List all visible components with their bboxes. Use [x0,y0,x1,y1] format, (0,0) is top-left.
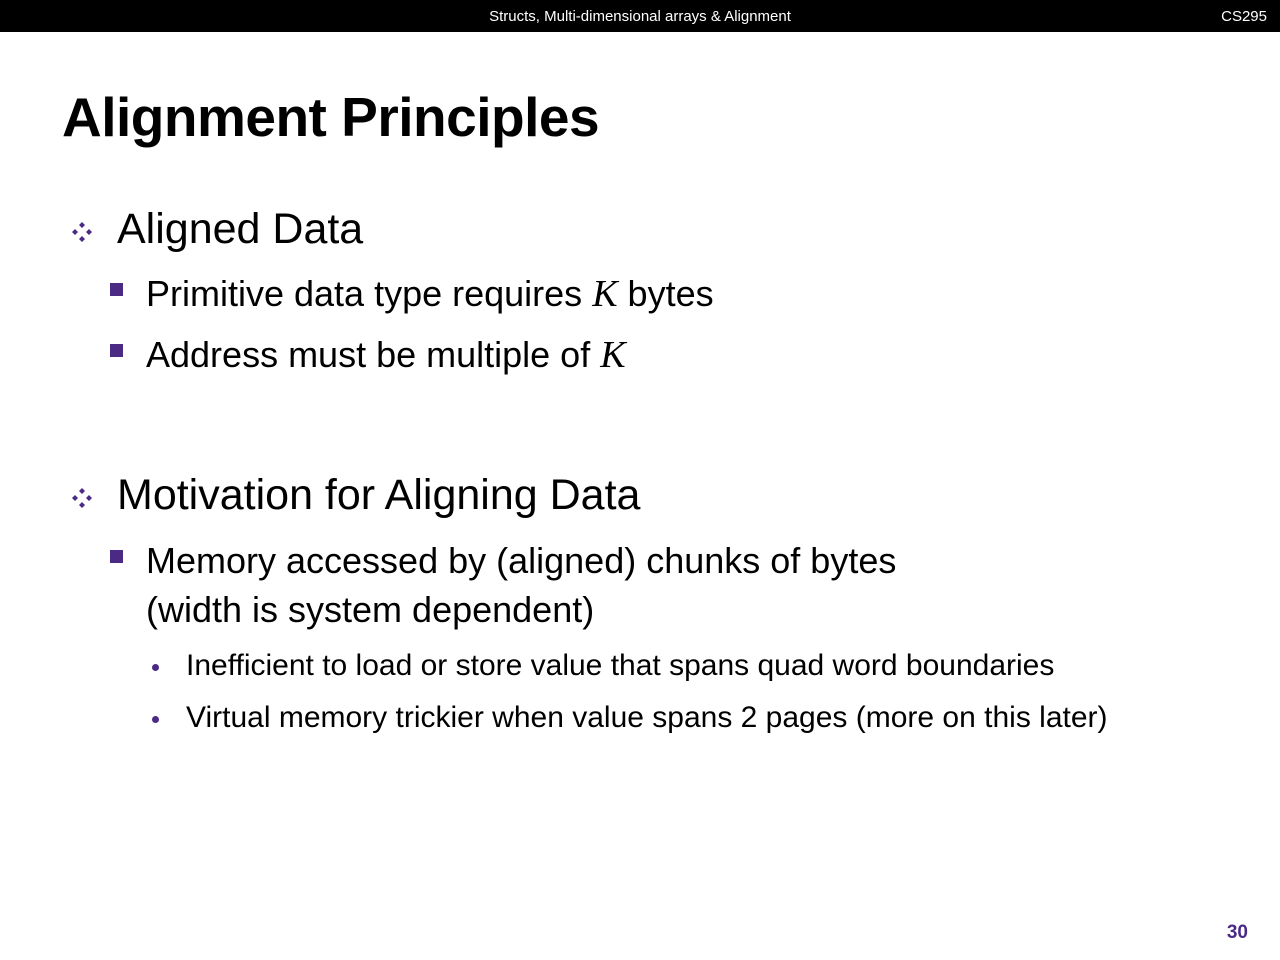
square-bullet-icon [110,283,123,296]
list-item-text: Memory accessed by (aligned) chunks of bytes [146,540,897,581]
section-heading: Motivation for Aligning Data [117,471,641,519]
dot-bullet-icon [152,664,159,671]
list-item-text: (width is system dependent) [146,589,595,630]
square-bullet-icon [110,550,123,563]
course-code: CS295 [1221,8,1267,25]
deck-title: Structs, Multi-dimensional arrays & Alignment [489,8,791,25]
slide-header-bar [0,0,1280,32]
list-item-text: Address must be multiple of K [146,334,626,376]
dot-bullet-icon [152,716,159,723]
slide-title: Alignment Principles [62,86,600,148]
section-heading: Aligned Data [117,205,364,253]
page-number: 30 [1226,922,1248,943]
sub-list-item-text: Virtual memory trickier when value spans 2 pages (more on this later) [186,701,1108,734]
four-diamond-icon [70,220,94,244]
list-item-text: Primitive data type requires K bytes [146,273,714,315]
square-bullet-icon [110,344,123,357]
sub-list-item-text: Inefficient to load or store value that spans quad word boundaries [186,649,1055,682]
four-diamond-icon [70,486,94,510]
